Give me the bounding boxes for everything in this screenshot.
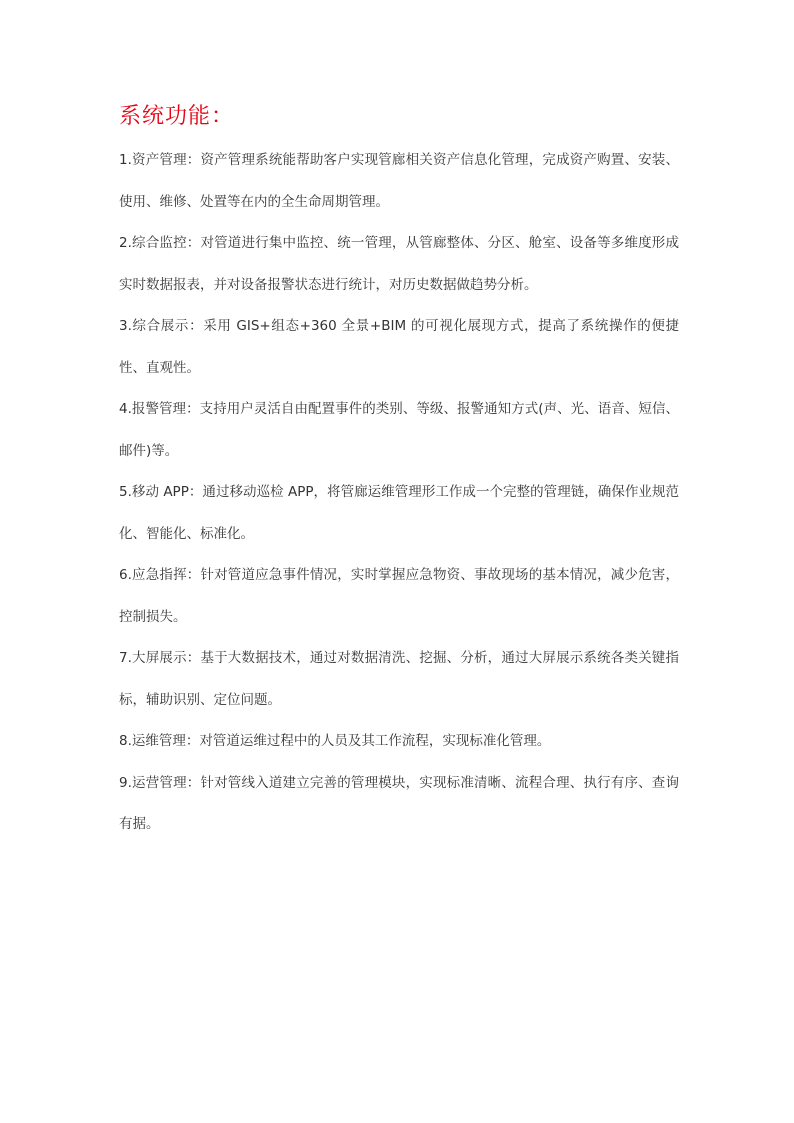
feature-item-integrated-monitoring: 2.综合监控：对管道进行集中监控、统一管理，从管廊整体、分区、舱室、设备等多维度形成实时数据报表，并对设备报警状态进行统计，对历史数据做趋势分析。 <box>119 235 679 293</box>
section-title: 系统功能： <box>119 104 235 129</box>
feature-item-asset-management: 1.资产管理：资产管理系统能帮助客户实现管廊相关资产信息化管理，完成资产购置、安装、使用、维修、处置等在内的全生命周期管理。 <box>119 152 679 210</box>
feature-item-mobile-app: 5.移动 APP：通过移动巡检 APP，将管廊运维管理形工作成一个完整的管理链，确保作业规范化、智能化、标准化。 <box>119 484 679 542</box>
feature-item-operation-management: 9.运营管理：针对管线入道建立完善的管理模块，实现标准清晰、流程合理、执行有序、查询有据。 <box>119 774 679 832</box>
feature-item-integrated-display: 3.综合展示：采用 GIS+组态+360 全景+BIM 的可视化展现方式，提高了系统操作的便捷性、直观性。 <box>119 318 679 376</box>
feature-item-emergency-command: 6.应急指挥：针对管道应急事件情况，实时掌握应急物资、事故现场的基本情况，减少危害，控制损失。 <box>119 567 679 625</box>
feature-item-big-screen-display: 7.大屏展示：基于大数据技术，通过对数据清洗、挖掘、分析，通过大屏展示系统各类关键指标，辅助识别、定位问题。 <box>119 650 679 708</box>
document-page <box>119 97 679 846</box>
feature-item-alarm-management: 4.报警管理：支持用户灵活自由配置事件的类别、等级、报警通知方式(声、光、语音、短信、邮件)等。 <box>119 401 679 459</box>
feature-item-operation-maintenance: 8.运维管理：对管道运维过程中的人员及其工作流程，实现标准化管理。 <box>119 733 551 749</box>
